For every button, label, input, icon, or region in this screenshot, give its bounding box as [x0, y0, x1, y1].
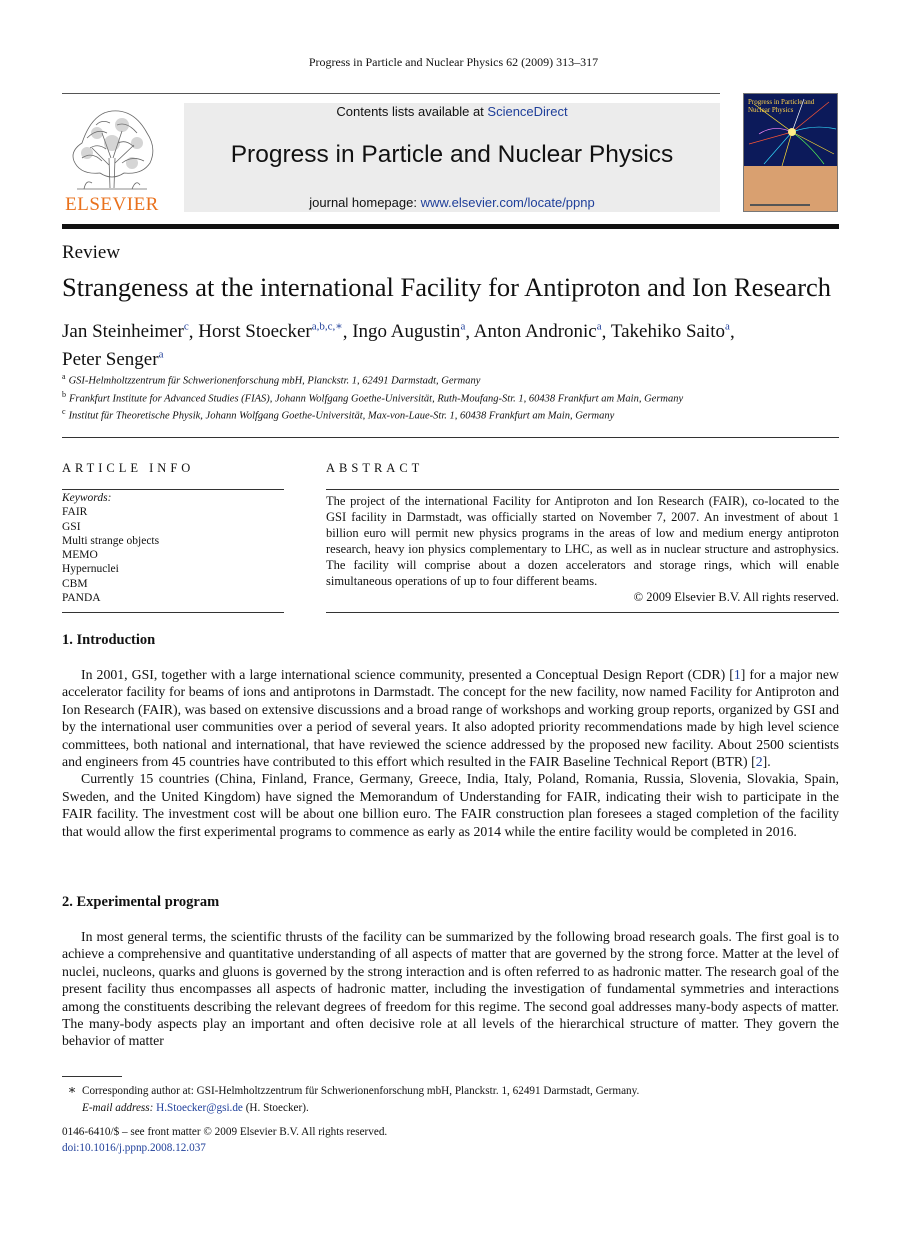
- doi-link[interactable]: doi:10.1016/j.ppnp.2008.12.037: [62, 1142, 206, 1154]
- author-affiliation-link[interactable]: a: [725, 321, 730, 333]
- affiliation: [62, 407, 614, 422]
- author-affiliation-link[interactable]: a: [596, 321, 602, 333]
- section-body-experimental-program: [62, 928, 839, 1050]
- author: [474, 321, 602, 342]
- affiliation: [62, 372, 480, 387]
- reference-link[interactable]: 1: [733, 667, 741, 682]
- contents-prefix: Contents lists available at: [336, 104, 488, 119]
- abstract-text: The project of the international Facility for Antiproton and Ion Research (FAIR), co-located to the GSI facility in Darmstadt, was officially started on November 7, 2007. An investment of about 1 billion euro will permit new physics programs in the areas of low and medium energy antiproton research, heavy ion physics complementary to LHC, as well as in nuclear structure and astrophysics. The facility will comprise about a dozen accelerators and storage rings, which will enable simultaneous operations of up to four different beams.: [326, 494, 839, 588]
- author-name: Ingo Augustin: [352, 321, 461, 343]
- paragraph: [62, 666, 839, 770]
- article-info-rule-top: [62, 489, 284, 490]
- abstract: [326, 493, 839, 605]
- section-heading-experimental-program: 2. Experimental program: [62, 894, 220, 910]
- header-thick-rule: [62, 224, 839, 229]
- author-name: Takehiko Saito: [610, 321, 726, 343]
- title-block-rule: [62, 437, 839, 438]
- journal-title: Progress in Particle and Nuclear Physics: [230, 141, 674, 168]
- section-body-introduction: [62, 666, 839, 840]
- email-suffix: (H. Stoecker).: [242, 1102, 309, 1114]
- footnote-text: Corresponding author at: GSI-Helmholtzzentrum für Schwerionenforschung mbH, Planckstr. 1, 62491 Darmstadt, Germany.: [82, 1085, 640, 1097]
- keyword: Hypernuclei: [62, 563, 119, 576]
- author-list: Jan Steinheimer$^c$, Horst Stoecker$^{a,b,c,∗}$, Ingo Augustin$^a$, Anton Andronic$^a$, Takehiko Saito$^a$, Peter Senger$^a$: [62, 321, 735, 370]
- issn-line: 0146-6410/$ – see front matter © 2009 Elsevier B.V. All rights reserved.: [62, 1126, 388, 1138]
- footnote-rule: [62, 1076, 122, 1077]
- author: [198, 321, 342, 342]
- paragraph: In most general terms, the scientific thrusts of the facility can be summarized by the following broad research goals. The first goal is to achieve a comprehensive and quantitative understanding of all aspects of matter that are governed by the strong force. Matter at the level of nuclei, nucleons, quarks and gluons is governed by the strong interaction and is often referred to as hadronic matter. The research goal of the present facility thus encompasses all aspects of hadronic matter, including the investigation of fundamental symmetries and interactions among the constituents describing the relevant degrees of freedom for this regime. The second goal addresses many-body aspects of matter. The many-body aspects play an important and often decisive role at all levels of the hierarchical structure of matter. They govern the behavior of matter: [62, 929, 839, 1049]
- affiliation-text: Institut für Theoretische Physik, Johann Wolfgang Goethe-Universität, Max-von-Laue-Str. 1, 60438 Frankfurt am Main, Germany: [68, 410, 615, 422]
- keyword: FAIR: [62, 506, 88, 519]
- affiliation-label: a: [62, 372, 66, 381]
- author-affiliation-link[interactable]: a,b,c,∗: [311, 321, 343, 333]
- keywords-label: Keywords:: [62, 492, 112, 504]
- cover-title: Progress in Particle and Nuclear Physics: [748, 98, 815, 114]
- publication-info: [62, 1124, 387, 1156]
- author-name: Horst Stoecker: [198, 321, 312, 343]
- abstract-rule-top: [326, 489, 839, 490]
- paragraph-text: ].: [762, 754, 771, 770]
- affiliation-text: GSI-Helmholtzzentrum für Schwerionenforschung mbH, Planckstr. 1, 62491 Darmstadt, Germany: [68, 375, 481, 387]
- elsevier-logo[interactable]: [62, 103, 162, 215]
- author-name: Anton Andronic: [473, 321, 597, 343]
- corresponding-author-note: [62, 1081, 639, 1100]
- article-title: Strangeness at the international Facility for Antiproton and Ion Research: [62, 272, 832, 302]
- affiliation-label: c: [62, 407, 66, 416]
- author-affiliation-link[interactable]: c: [183, 321, 189, 333]
- keyword: Multi strange objects: [62, 534, 160, 547]
- sciencedirect-link[interactable]: ScienceDirect: [487, 104, 568, 119]
- author-name: Peter Senger: [62, 348, 159, 370]
- header-top-rule: [62, 93, 720, 94]
- affiliation: [62, 390, 683, 405]
- author-name: Jan Steinheimer: [62, 321, 184, 343]
- elsevier-wordmark: ELSEVIER: [65, 194, 159, 215]
- paragraph-text: ] for a major new accelerator facility for beams of ions and antiprotons in Darmstadt. The concept for the new facility, now named Facility for Antiproton and Ion Research (FAIR), was based on extensive discussions and a broad range of workshops and working group reports, organized by GSI and by the international user communities over a period of several years. It also adopted priority recommendations made by high level science committees, both national and international, that have reviewed the science addressed by the proposed new facility. About 2500 scientists and engineers from 45 countries have contributed to this effort which resulted in the FAIR Baseline Technical Report (BTR) [: [62, 667, 839, 770]
- article-info-heading: ARTICLE INFO: [62, 461, 195, 475]
- journal-homepage: [184, 195, 720, 210]
- reference-link[interactable]: 2: [755, 754, 763, 770]
- affiliation-text: Frankfurt Institute for Advanced Studies (FIAS), Johann Wolfgang Goethe-Universität, Ruth-Moufang-Str. 1, 60438 Frankfurt am Main, Germany: [69, 393, 684, 405]
- author: [62, 321, 189, 342]
- article-info-rule-bottom: [62, 612, 284, 613]
- footnote: [62, 1081, 639, 1117]
- keyword: CBM: [62, 577, 88, 590]
- author: [352, 321, 465, 342]
- author-affiliation-link[interactable]: a: [460, 321, 466, 333]
- paragraph-text: In 2001, GSI, together with a large international science community, presented a Conceptual Design Report (CDR) [: [81, 667, 734, 682]
- journal-homepage-link[interactable]: www.elsevier.com/locate/ppnp: [420, 195, 595, 210]
- footnote-symbol: ∗: [67, 1082, 77, 1097]
- keyword: PANDA: [62, 592, 101, 605]
- keyword: MEMO: [62, 549, 98, 562]
- abstract-copyright: © 2009 Elsevier B.V. All rights reserved.: [633, 590, 839, 604]
- author: [611, 321, 730, 342]
- email-label: E-mail address:: [82, 1102, 154, 1114]
- abstract-rule-bottom: [326, 612, 839, 613]
- email-link[interactable]: H.Stoecker@gsi.de: [156, 1102, 243, 1114]
- journal-cover-thumbnail[interactable]: [743, 93, 838, 212]
- keywords-list: [62, 491, 159, 605]
- homepage-prefix: journal homepage:: [309, 195, 421, 210]
- affiliation-label: b: [62, 390, 66, 399]
- article-type: Review: [62, 242, 121, 263]
- section-heading-introduction: 1. Introduction: [62, 632, 156, 648]
- journal-citation: Progress in Particle and Nuclear Physics 62 (2009) 313–317: [308, 55, 599, 69]
- abstract-heading: ABSTRACT: [326, 461, 424, 475]
- email-note: [62, 1100, 639, 1117]
- author-affiliation-link[interactable]: a: [158, 348, 164, 361]
- contents-availability: [184, 104, 720, 119]
- paragraph: Currently 15 countries (China, Finland, France, Germany, Greece, India, Italy, Poland, Romania, Russia, Slovenia, Slovakia, Spain, Sweden, and the United Kingdom) have signed the Memorandum of Understanding for FAIR, indicating their wish to participate in the FAIR facility. The investment cost will be about one billion euro. The FAIR construction plan foresees a staged completion of the facility that would allow the first experimental programs to commence as early as 2014 while the entire facility would be completed in 2016.: [62, 771, 839, 839]
- keyword: GSI: [62, 520, 81, 533]
- author: [62, 349, 163, 370]
